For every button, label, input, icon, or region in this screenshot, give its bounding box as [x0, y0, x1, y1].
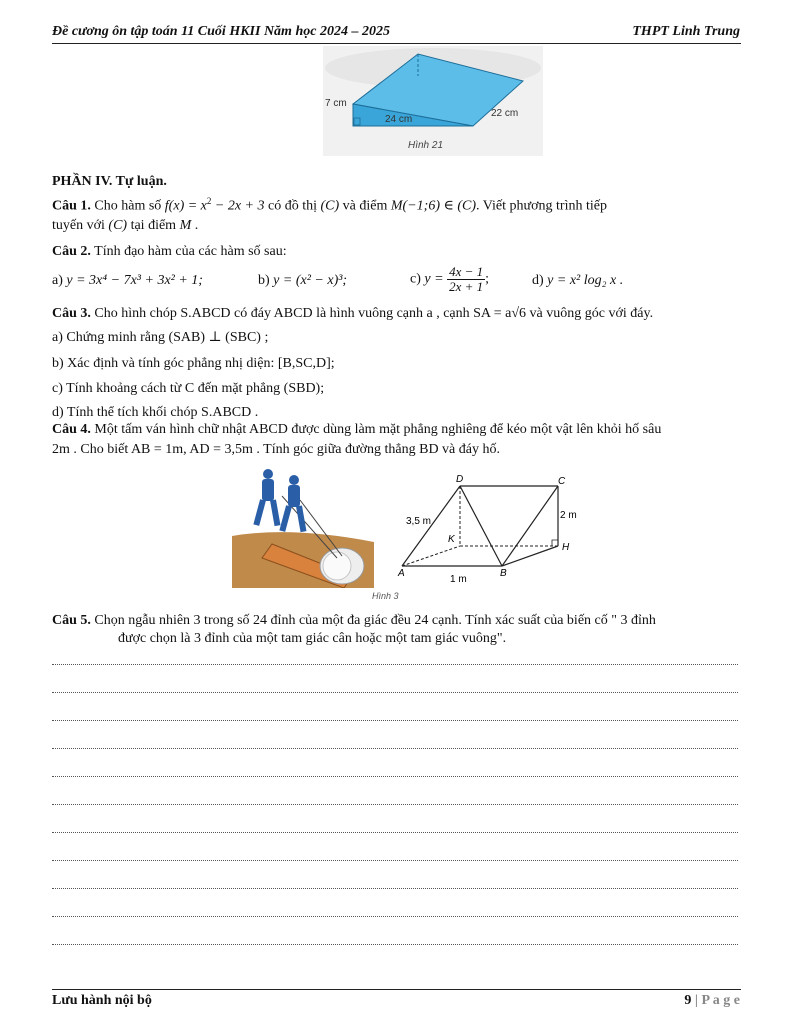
q3-part-c: c) Tính khoảng cách từ C đến mặt phẳng (SBD); [52, 381, 325, 396]
answer-line [52, 888, 738, 889]
answer-line [52, 664, 738, 665]
part-4-title: PHẦN IV. Tự luận. [52, 174, 167, 189]
q4-label: Câu 4. [52, 422, 91, 437]
page-number: 9 | P a g e [684, 993, 740, 1008]
diagonal-BD [460, 486, 502, 566]
q5-label: Câu 5. [52, 613, 91, 628]
right-angle-mark-H [552, 540, 558, 546]
q2-label: Câu 2. [52, 244, 91, 259]
label-22cm: 22 cm [491, 108, 519, 119]
figure-21 [323, 46, 543, 156]
edge-AK [402, 546, 460, 566]
label-2m: 2 m [560, 510, 577, 521]
answer-line [52, 944, 738, 945]
q3-part-d: d) Tính thể tích khối chóp S.ABCD . [52, 405, 259, 420]
label-7cm: 7 cm [325, 98, 347, 109]
pipe-opening-icon [323, 552, 351, 580]
q3-part-b: b) Xác định và tính góc phẳng nhị diện: [B,SC,D]; [52, 356, 335, 371]
answer-line [52, 860, 738, 861]
figure-3-caption: Hình 3 [372, 591, 399, 601]
footer-divider [52, 989, 741, 990]
q5-line-2: được chọn là 3 đỉnh của một tam giác cân hoặc một tam giác vuông". [118, 631, 507, 646]
q2-intro: Câu 2. Tính đạo hàm của các hàm số sau: [52, 244, 287, 259]
answer-line [52, 776, 738, 777]
q1-line-2: tuyến với (C) tại điểm M . [52, 218, 199, 233]
label-24cm: 24 cm [385, 114, 413, 125]
figure-21-caption: Hình 21 [408, 140, 444, 151]
edge-CB [502, 486, 558, 566]
label-D: D [456, 474, 464, 485]
figure-3-illustration [232, 466, 374, 588]
q5-line-1: Câu 5. Chọn ngẫu nhiên 3 trong số 24 đỉnh của một đa giác đều 24 cạnh. Tính xác suất của biến cố " 3 đỉnh [52, 613, 656, 628]
q1-label: Câu 1. [52, 198, 91, 214]
q2a: a) y = 3x⁴ − 7x³ + 3x² + 1; [52, 273, 203, 288]
q1-line-1: Câu 1. Cho hàm số $f(x) = x^2 - 2x + 3$ có đồ thị (C) và điểm M(−1;6) ∈ (C). Viết phương trình tiếp [52, 196, 607, 214]
label-B: B [500, 568, 507, 579]
label-A: A [398, 568, 405, 579]
q3-part-a: a) Chứng minh rằng (SAB) ⊥ (SBC) ; [52, 330, 269, 345]
answer-line [52, 832, 738, 833]
edge-BH [502, 546, 558, 566]
answer-line [52, 916, 738, 917]
q4-line-1: Câu 4. Một tấm ván hình chữ nhật ABCD được dùng làm mặt phẳng nghiêng để kéo một vật lên khỏi hố sâu [52, 422, 662, 437]
label-K: K [448, 534, 455, 545]
answer-line [52, 720, 738, 721]
q2c: c) y = $\frac{4x - 1}{2x + 1}$ ; [410, 264, 489, 294]
answer-line [52, 748, 738, 749]
q2b: b) y = (x² − x)³; [258, 273, 348, 288]
q3-line-1: Câu 3. Cho hình chóp S.ABCD có đáy ABCD là hình vuông cạnh a , cạnh SA = a√6 và vuông góc với đáy. [52, 306, 654, 321]
figure-3-diagram [372, 472, 592, 604]
answer-line [52, 692, 738, 693]
footer-note: Lưu hành nội bộ [52, 993, 152, 1008]
q3-label: Câu 3. [52, 306, 91, 321]
header-divider [52, 43, 741, 44]
label-H: H [562, 542, 570, 553]
label-C: C [558, 476, 566, 487]
q2-parts [52, 264, 742, 304]
header-school: THPT Linh Trung [632, 24, 740, 39]
header-title: Đề cương ôn tập toán 11 Cuối HKII Năm học 2024 – 2025 [52, 24, 390, 39]
answer-line [52, 804, 738, 805]
q4-line-2: 2m . Cho biết AB = 1m, AD = 3,5m . Tính góc giữa đường thẳng BD và đáy hố. [52, 442, 500, 457]
label-1m: 1 m [450, 574, 467, 585]
label-3-5m: 3,5 m [406, 516, 432, 527]
q2d: d) y = x² log₂ x . [532, 273, 624, 288]
